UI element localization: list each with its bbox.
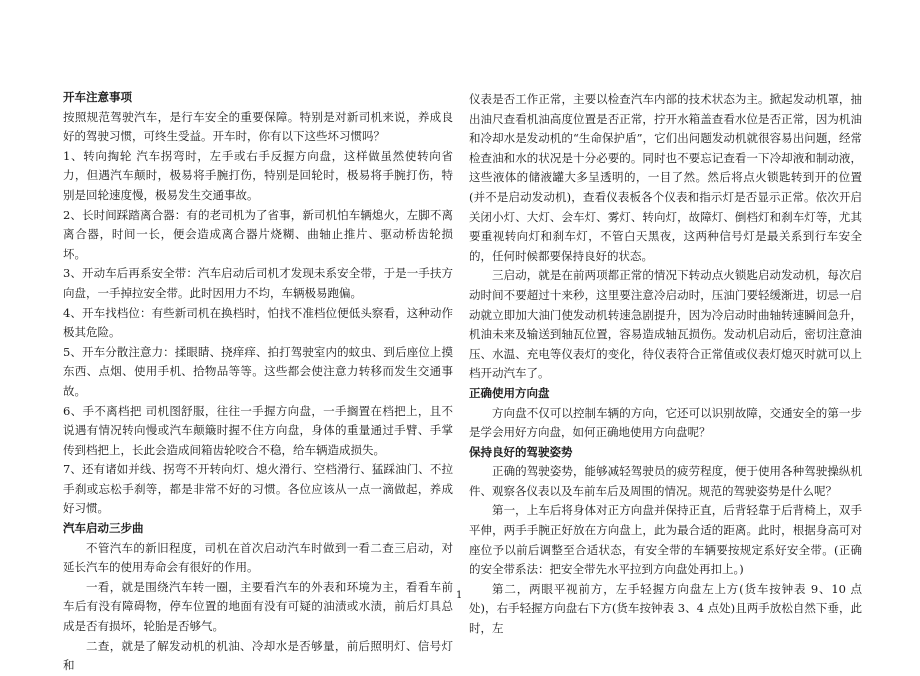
list-item: 6、手不离档把 司机图舒服，往往一手握方向盘，一手搁置在档把上，且不说遇有情况转向慢或汽车颠簸时握不住方向盘，身体的重量通过手臂、手掌传到档把上，长此会造成间箱齿轮咬合不稳，给车辆造成损失。	[63, 403, 453, 457]
list-item: 4、开车找档位：有些新司机在换档时，怕找不准档位便低头察看，这种动作极其危险。	[63, 305, 453, 340]
paragraph: 二查，就是了解发动机的机油、冷却水是否够量，前后照明灯、信号灯和	[63, 638, 453, 673]
paragraph: 不管汽车的新旧程度，司机在首次启动汽车时做到一看二查三启动，对延长汽车的使用寿命会有很好的作用。	[63, 540, 453, 575]
list-item: 7、还有诸如并线、拐弯不开转向灯、熄火滑行、空档滑行、猛踩油门、不拉手刹或忘松手刹等，都是非常不好的习惯。各位应该从一点一滴做起，养成好习惯。	[63, 462, 453, 516]
paragraph: 一看，就是围绕汽车转一圈，主要看汽车的外表和环境为主，看看车前车后有没有障碍物，停车位置的地面有没有可疑的油渍或水渍，前后灯具总成是否有损坏，轮胎是否够气。	[63, 579, 453, 634]
paragraph: 第一，上车后将身体对正方向盘并保持正直，后背轻靠于后背椅上，双手平伸，两手手腕正好放在方向盘上，此为最合适的距离。此时，根据身高可对座位予以前后调整至合适状态，有安全带的车辆要按规定系好安全带。(正确的安全带系法：把安全带先水平拉到方向盘处再扣上。)	[469, 503, 862, 577]
page-number: 1	[456, 590, 463, 601]
section-title-driving-tips: 开车注意事项	[63, 90, 132, 104]
paragraph: 正确的驾驶姿势，能够减轻驾驶员的疲劳程度，便于使用各种驾驶操纵机件、观察各仪表以及车前车后及周围的情况。规范的驾驶姿势是什么呢？	[469, 464, 862, 498]
list-item: 1、转向掏轮 汽车拐弯时，左手或右手反握方向盘，这样做虽然使转向省力，但遇汽车颠时，极易将手腕打伤，特别是回轮时，极易将手腕打伤，特别是回轮速度慢，极易发生交通事故。	[63, 148, 453, 202]
section-title-startup: 汽车启动三步曲	[63, 521, 144, 536]
list-item: 2、长时间踩踏离合器：有的老司机为了省事，新司机怕车辆熄火，左脚不离离合器，时间一长，便会造成离合器片烧糊、曲轴止推片、驱动桥齿轮损坏。	[63, 207, 453, 261]
right-column	[469, 90, 862, 639]
section-title-steering: 正确使用方向盘	[469, 385, 550, 400]
list-item: 3、开动车后再系安全带：汽车启动后司机才发现未系安全带，于是一手扶方向盘，一手掉拉安全带。此时因用力不均，车辆极易跑偏。	[63, 266, 453, 300]
intro-paragraph: 按照规范驾驶汽车，是行车安全的重要保障。特别是对新司机来说，养成良好的驾驶习惯，可终生受益。开车时，你有以下这些坏习惯吗？	[63, 109, 453, 144]
paragraph: 第二，两眼平视前方，左手轻握方向盘左上方(货车按钟表 9、10 点处)，右手轻握方向盘右下方(货车按钟表 3、4 点处)且两手放松自然下垂，此时，左	[469, 581, 862, 636]
left-column	[63, 88, 453, 676]
paragraph: 方向盘不仅可以控制车辆的方向，它还可以识别故障，交通安全的第一步是学会用好方向盘，如何正确地使用方向盘呢？	[469, 405, 862, 440]
section-title-posture: 保持良好的驾驶姿势	[469, 444, 573, 459]
paragraph: 三启动，就是在前两项都正常的情况下转动点火锁匙启动发动机，每次启动时间不要超过十来秒，这里要注意冷启动时，压油门要轻缓渐进，切忌一启动就立即加大油门使发动机转速急剧提升，因为冷启动时曲轴转速瞬间急升，机油未来及输送到轴瓦位置，容易造成轴瓦损伤。发动机启动后，密切注意油压、水温、充电等仪表灯的变化，待仪表符合正常值或仪表灯熄灭时就可以上档开动汽车了。	[469, 268, 862, 381]
list-item: 5、开车分散注意力：揉眼睛、挠痒痒、拍打驾驶室内的蚊虫、到后座位上摸东西、点烟、使用手机、拾物品等等。这些都会使注意力转移而发生交通事故。	[63, 344, 453, 398]
paragraph: 仪表是否工作正常，主要以检查汽车内部的技术状态为主。掀起发动机罩，抽出油尺查看机油高度位置是否正常，拧开水箱盖查看水位是否正常，因为机油和冷却水是发动机的“生命保护盾”，它们出问题发动机就很容易出问题，经常检查油和水的状况是十分必要的。同时也不要忘记查看一下冷却液和制动液，这些液体的储液罐大多呈透明的，一目了然。然后将点火锁匙转到开的位置(并不是启动发动机)，查看仪表板各个仪表和指示灯是否显示正常。依次开启关闭小灯、大灯、会车灯、雾灯、转向灯，故障灯、倒档灯和刹车灯等，尤其要重视转向灯和刹车灯，不管白天黑夜，这两种信号灯是最关系到行车安全的，任何时候都要保持良好的状态。	[469, 92, 862, 263]
